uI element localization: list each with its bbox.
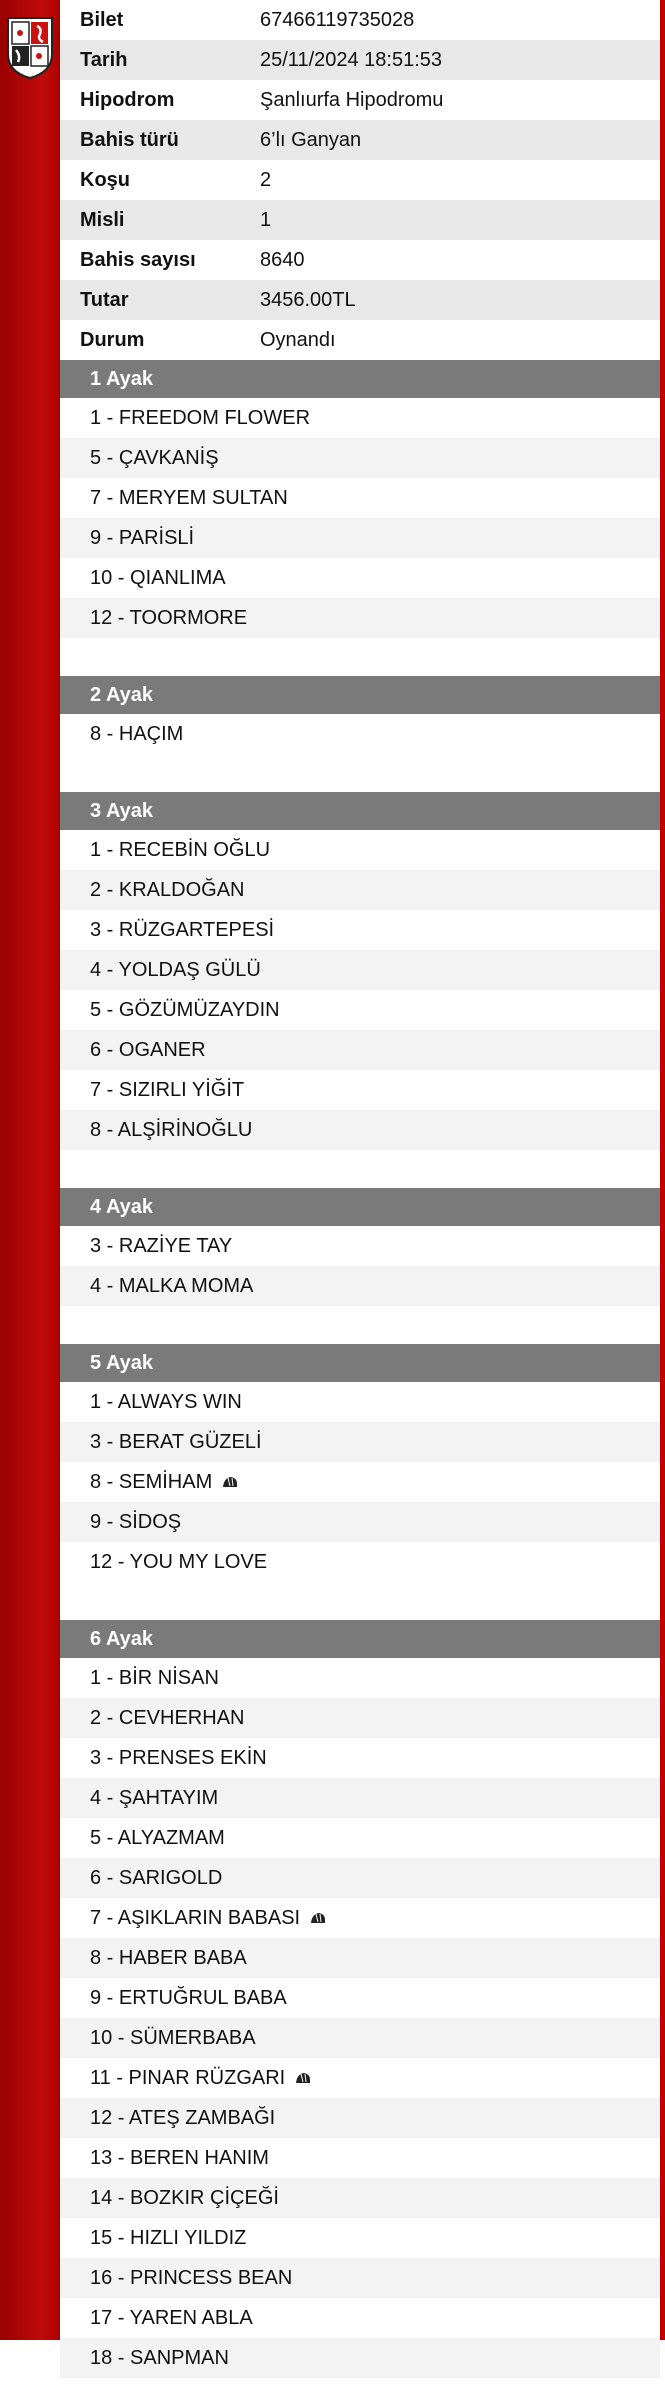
horse-label: 8 - SEMİHAM — [90, 1471, 213, 1493]
horse-label: 2 - KRALDOĞAN — [90, 879, 245, 901]
coupon-detail — [60, 0, 660, 2369]
horse-row — [60, 1938, 660, 1978]
info-row — [60, 240, 660, 280]
horse-row — [60, 1382, 660, 1422]
horse-label: 17 - YAREN ABLA — [90, 2307, 253, 2329]
horse-label: 3 - BERAT GÜZELİ — [90, 1431, 262, 1453]
horse-row — [60, 1542, 660, 1582]
horse-label: 2 - CEVHERHAN — [90, 1707, 245, 1729]
horse-row — [60, 950, 660, 990]
info-key: Tarih — [80, 48, 128, 71]
horse-row — [60, 870, 660, 910]
helmet-icon — [310, 1911, 326, 1925]
horse-label: 9 - PARİSLİ — [90, 527, 195, 549]
horse-row — [60, 1070, 660, 1110]
info-row — [60, 40, 660, 80]
bet-info-table — [60, 0, 660, 360]
horse-label: 8 - ALŞİRİNOĞLU — [90, 1119, 253, 1141]
horse-label: 5 - ALYAZMAM — [90, 1827, 225, 1849]
info-value: 2 — [260, 168, 272, 191]
info-value: 25/11/2024 18:51:53 — [260, 48, 443, 71]
info-row — [60, 120, 660, 160]
horse-row — [60, 1030, 660, 1070]
horse-label: 5 - GÖZÜMÜZAYDIN — [90, 999, 280, 1021]
horse-row — [60, 1858, 660, 1898]
horse-row — [60, 2018, 660, 2058]
horse-row — [60, 558, 660, 598]
horse-label: 4 - YOLDAŞ GÜLÜ — [90, 959, 261, 981]
horse-row — [60, 1502, 660, 1542]
info-value: Oynandı — [260, 328, 336, 351]
info-row — [60, 0, 660, 40]
info-row — [60, 280, 660, 320]
club-logo-icon — [4, 14, 56, 80]
horse-row — [60, 2338, 660, 2378]
horse-label: 9 - SİDOŞ — [90, 1511, 182, 1533]
horse-row — [60, 2218, 660, 2258]
horse-row — [60, 990, 660, 1030]
helmet-icon — [222, 1475, 238, 1489]
horse-label: 6 - SARIGOLD — [90, 1867, 223, 1889]
horse-row — [60, 2138, 660, 2178]
info-key: Tutar — [80, 288, 129, 311]
horse-label: 11 - PINAR RÜZGARI — [90, 2067, 286, 2089]
horse-label: 10 - SÜMERBABA — [90, 2027, 256, 2049]
info-row — [60, 200, 660, 240]
horse-row — [60, 518, 660, 558]
leg-spacer — [60, 1582, 660, 1594]
info-value: 67466119735028 — [260, 8, 415, 31]
horse-label: 12 - ATEŞ ZAMBAĞI — [90, 2107, 276, 2129]
leg-spacer — [60, 1306, 660, 1318]
info-row — [60, 320, 660, 360]
info-value: Şanlıurfa Hipodromu — [260, 88, 444, 111]
leg-header: 4 Ayak — [60, 1188, 660, 1226]
horse-row — [60, 2258, 660, 2298]
horse-row — [60, 910, 660, 950]
info-value: 6’lı Ganyan — [260, 128, 362, 151]
leg-section — [60, 1620, 660, 2390]
horse-row — [60, 2058, 660, 2098]
horse-label: 7 - AŞIKLARIN BABASI — [90, 1907, 301, 1929]
info-row — [60, 80, 660, 120]
horse-label: 4 - MALKA MOMA — [90, 1275, 254, 1297]
horse-label: 4 - ŞAHTAYIM — [90, 1787, 219, 1809]
horse-label: 12 - TOORMORE — [90, 607, 248, 629]
horse-row — [60, 2298, 660, 2338]
leg-header: 1 Ayak — [60, 360, 660, 398]
horse-row — [60, 1110, 660, 1150]
info-key: Koşu — [80, 168, 130, 191]
leg-section — [60, 360, 660, 650]
info-row — [60, 160, 660, 200]
leg-spacer — [60, 2378, 660, 2390]
horse-label: 6 - OGANER — [90, 1039, 206, 1061]
horse-row — [60, 478, 660, 518]
leg-section — [60, 1344, 660, 1594]
horse-row — [60, 1266, 660, 1306]
leg-header: 5 Ayak — [60, 1344, 660, 1382]
info-key: Bahis türü — [80, 128, 179, 151]
horse-row — [60, 1462, 660, 1502]
info-key: Bahis sayısı — [80, 248, 196, 271]
horse-row — [60, 438, 660, 478]
leg-section — [60, 1188, 660, 1318]
horse-label: 1 - FREEDOM FLOWER — [90, 407, 311, 429]
horse-row — [60, 1898, 660, 1938]
horse-label: 5 - ÇAVKANİŞ — [90, 447, 219, 469]
leg-header: 6 Ayak — [60, 1620, 660, 1658]
info-value: 8640 — [260, 248, 305, 271]
horse-row — [60, 2178, 660, 2218]
helmet-icon — [295, 2071, 311, 2085]
legs-list — [60, 360, 660, 2390]
horse-row — [60, 714, 660, 754]
left-rail — [0, 0, 60, 2340]
right-edge — [660, 0, 665, 2340]
horse-label: 12 - YOU MY LOVE — [90, 1551, 268, 1573]
leg-header: 2 Ayak — [60, 676, 660, 714]
leg-section — [60, 676, 660, 766]
horse-row — [60, 1818, 660, 1858]
horse-row — [60, 1422, 660, 1462]
horse-row — [60, 1738, 660, 1778]
info-value: 1 — [260, 208, 272, 231]
horse-row — [60, 1658, 660, 1698]
horse-label: 10 - QIANLIMA — [90, 567, 226, 589]
horse-label: 3 - RAZİYE TAY — [90, 1235, 233, 1257]
horse-label: 15 - HIZLI YILDIZ — [90, 2227, 247, 2249]
horse-label: 7 - MERYEM SULTAN — [90, 487, 288, 509]
leg-spacer — [60, 754, 660, 766]
info-value: 3456.00TL — [260, 288, 356, 311]
horse-label: 16 - PRINCESS BEAN — [90, 2267, 293, 2289]
info-key: Misli — [80, 208, 125, 231]
leg-spacer — [60, 638, 660, 650]
horse-label: 8 - HAÇIM — [90, 723, 184, 745]
horse-label: 18 - SANPMAN — [90, 2347, 229, 2369]
horse-label: 1 - ALWAYS WIN — [90, 1391, 242, 1413]
horse-row — [60, 2098, 660, 2138]
horse-label: 7 - SIZIRLI YİĞİT — [90, 1079, 245, 1101]
horse-label: 1 - RECEBİN OĞLU — [90, 839, 271, 861]
horse-label: 13 - BEREN HANIM — [90, 2147, 269, 2169]
horse-label: 14 - BOZKIR ÇİÇEĞİ — [90, 2187, 279, 2209]
horse-label: 1 - BİR NİSAN — [90, 1667, 219, 1689]
leg-spacer — [60, 1150, 660, 1162]
horse-row — [60, 1778, 660, 1818]
horse-label: 3 - RÜZGARTEPESİ — [90, 919, 275, 941]
leg-section — [60, 792, 660, 1162]
horse-label: 3 - PRENSES EKİN — [90, 1747, 267, 1769]
horse-row — [60, 1978, 660, 2018]
horse-label: 8 - HABER BABA — [90, 1947, 247, 1969]
horse-row — [60, 1226, 660, 1266]
info-key: Durum — [80, 328, 145, 351]
horse-label: 9 - ERTUĞRUL BABA — [90, 1987, 287, 2009]
horse-row — [60, 598, 660, 638]
horse-row — [60, 1698, 660, 1738]
horse-row — [60, 830, 660, 870]
info-key: Bilet — [80, 8, 124, 31]
leg-header: 3 Ayak — [60, 792, 660, 830]
horse-row — [60, 398, 660, 438]
info-key: Hipodrom — [80, 88, 175, 111]
